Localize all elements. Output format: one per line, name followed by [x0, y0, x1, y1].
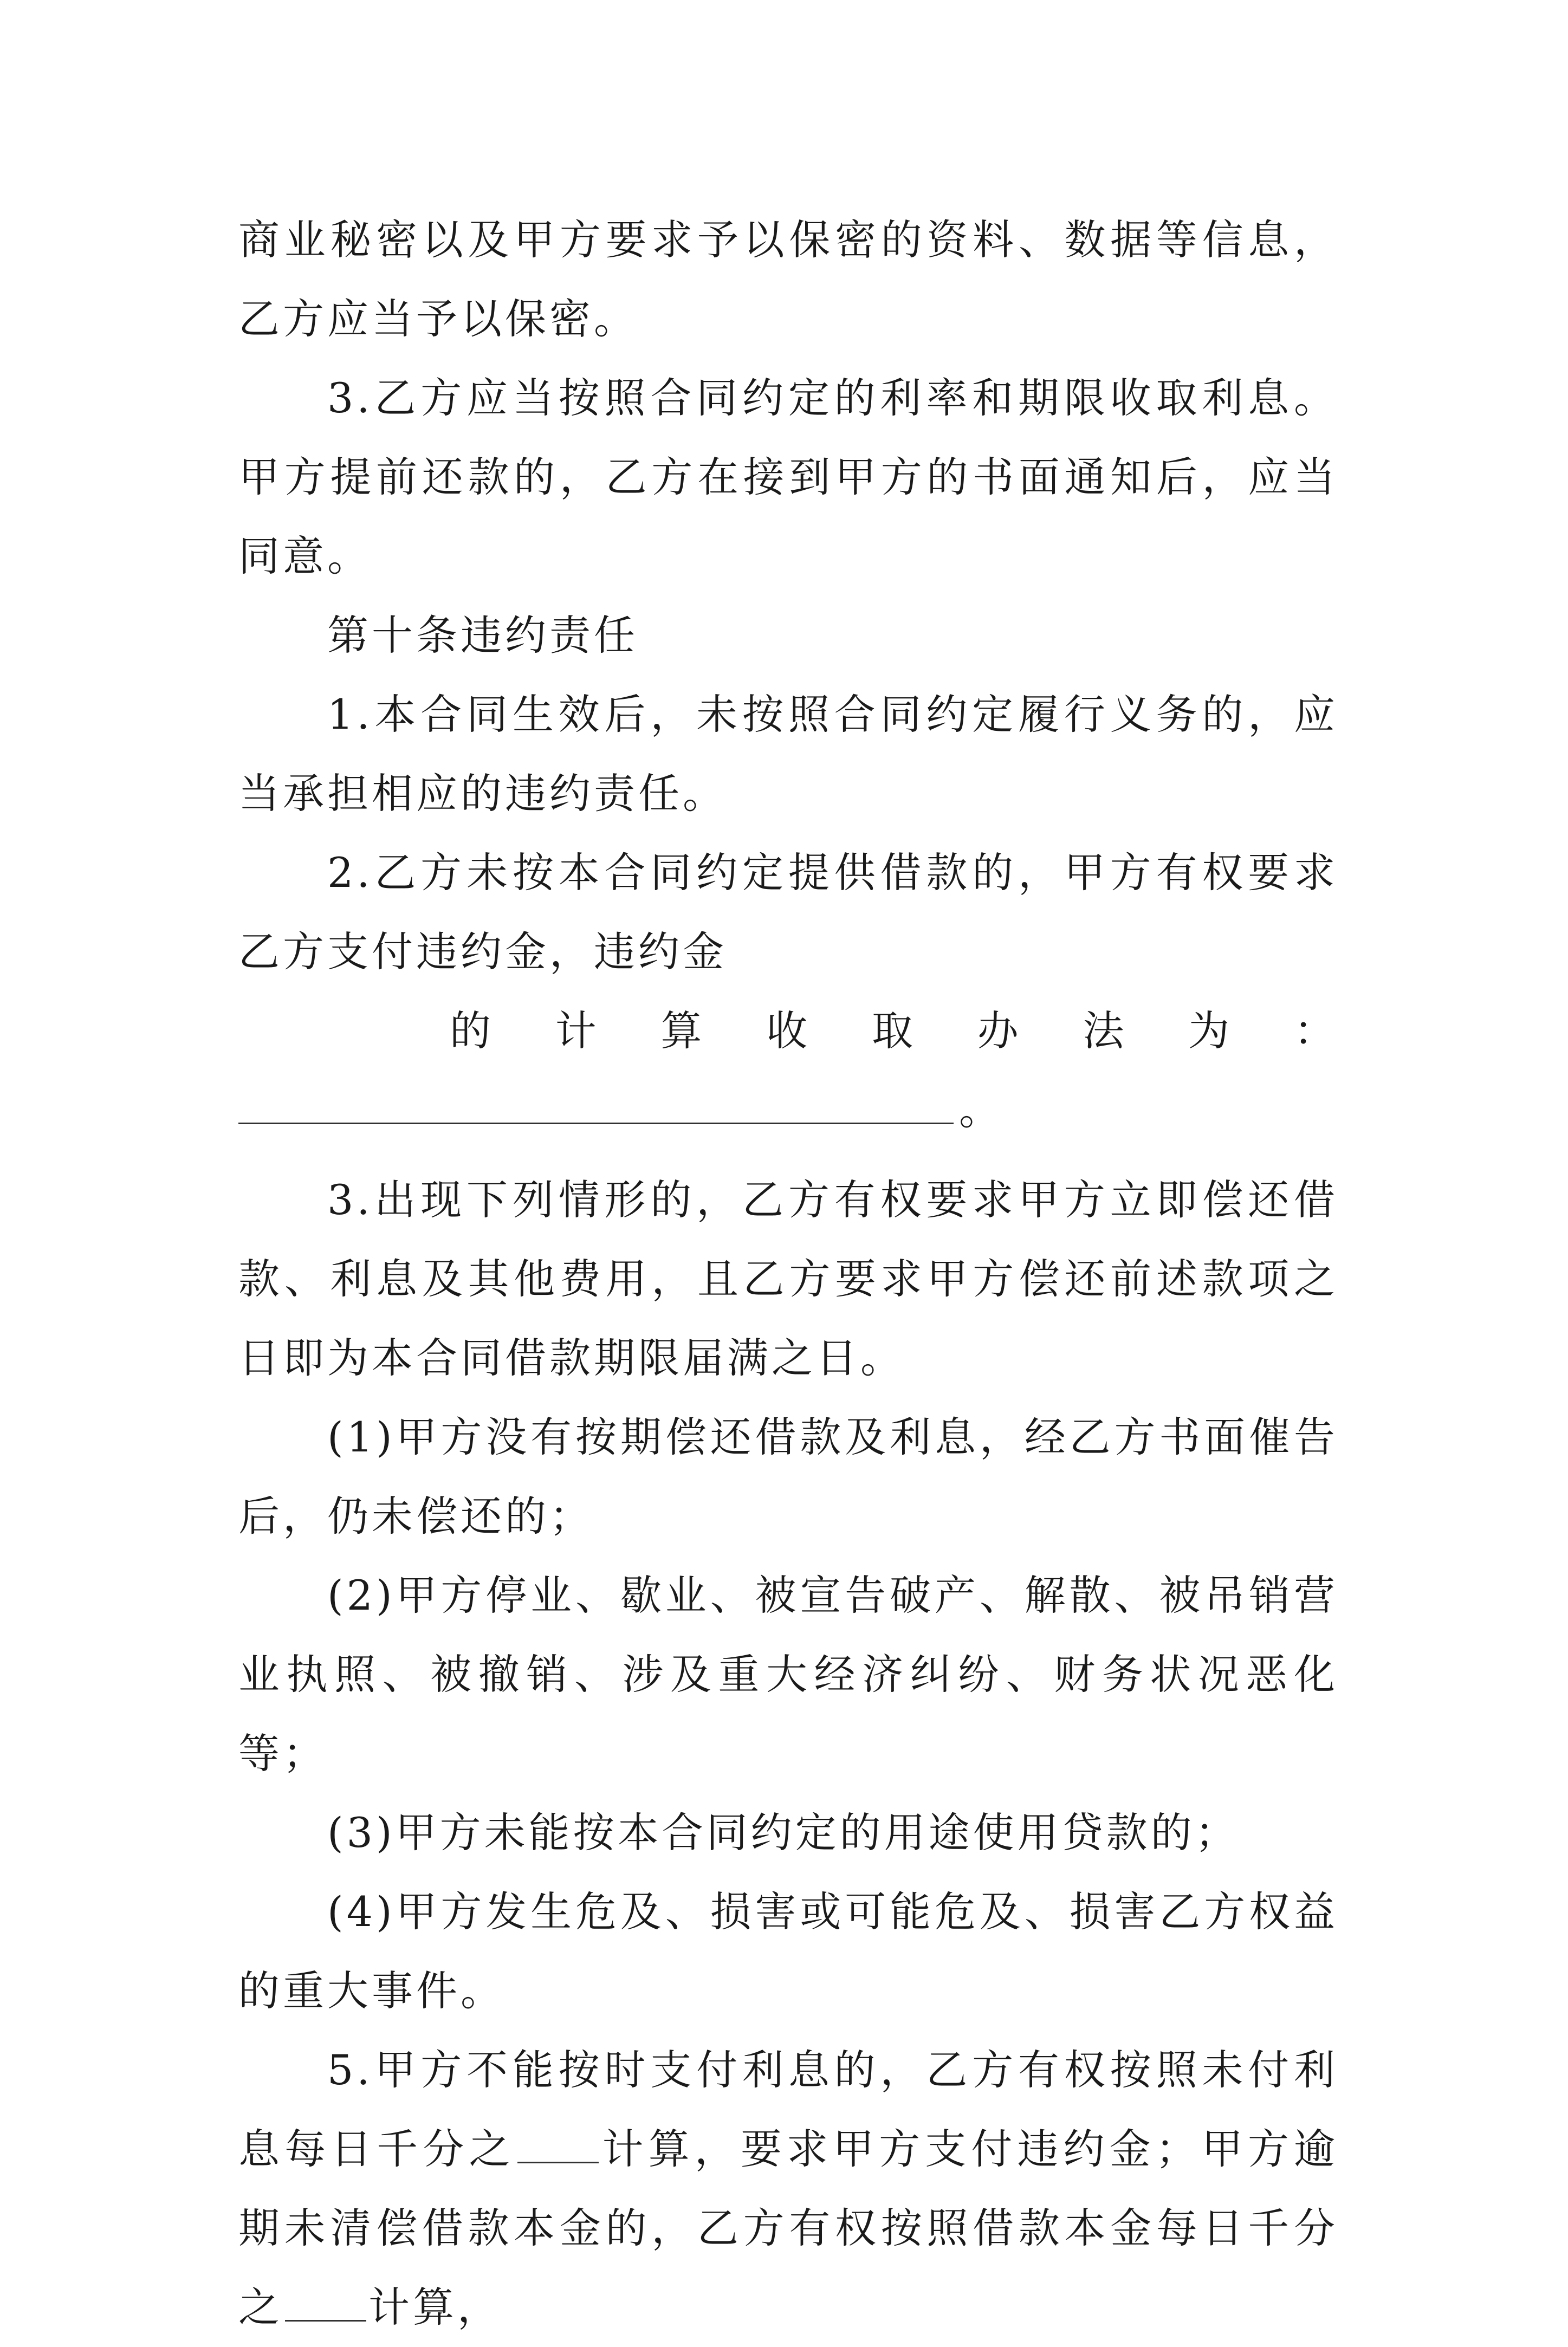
list-item-4: (4)甲方发生危及、损害或可能危及、损害乙方权益的重大事件。 — [238, 1888, 1338, 2015]
late-interest-text-c: 计算， — [368, 2283, 502, 2331]
paragraph-late-interest — [238, 2031, 1338, 2347]
paragraph-liability-1: 1.本合同生效后，未按照合同约定履行义务的，应当承担相应的违约责任。 — [238, 690, 1338, 818]
fill-in-blank-rate-2 — [285, 2287, 366, 2322]
paragraph-liability-2: 2.乙方未按本合同约定提供借款的，甲方有权要求乙方支付违约金，违约金 — [238, 848, 1338, 976]
paragraph-interest-collection: 3.乙方应当按照合同约定的利率和期限收取利息。甲方提前还款的，乙方在接到甲方的书面通知后，应当同意。 — [238, 374, 1338, 580]
paragraph-early-repayment: 3.出现下列情形的，乙方有权要求甲方立即偿还借款、利息及其他费用，且乙方要求甲方偿还前述款项之日即为本合同借款期限届满之日。 — [238, 1176, 1338, 1382]
paragraph-confidentiality: 商业秘密以及甲方要求予以保密的资料、数据等信息，乙方应当予以保密。 — [238, 216, 1338, 343]
document-body — [238, 200, 1338, 2347]
section-heading-article-10: 第十条违约责任 — [327, 611, 638, 659]
list-item-3: (3)甲方未能按本合同约定的用途使用贷款的； — [327, 1808, 1240, 1857]
late-interest-text-a: 5.甲方不能按时支付利息的，乙方有权按照未付利息每日千分之 — [238, 2046, 1338, 2173]
fill-in-blank-rate-1 — [517, 2129, 599, 2163]
paragraph-calculation-method: 的计算收取办法为： — [450, 1007, 1338, 1055]
fill-in-blank-line — [238, 1090, 954, 1124]
list-item-2: (2)甲方停业、歇业、被宣告破产、解散、被吊销营业执照、被撤销、涉及重大经济纠纷、财务状况恶化等； — [238, 1571, 1338, 1778]
list-item-1: (1)甲方没有按期偿还借款及利息，经乙方书面催告后，仍未偿还的； — [238, 1413, 1338, 1540]
late-interest-text-b: 计算，要求甲方支付违约金；甲方逾期未清偿借款本金的，乙方有权按照借款本金每日千分之 — [238, 2125, 1339, 2331]
blank-line-period: 。 — [959, 1086, 1003, 1134]
paragraph-calculation-blank — [238, 1071, 1338, 1150]
